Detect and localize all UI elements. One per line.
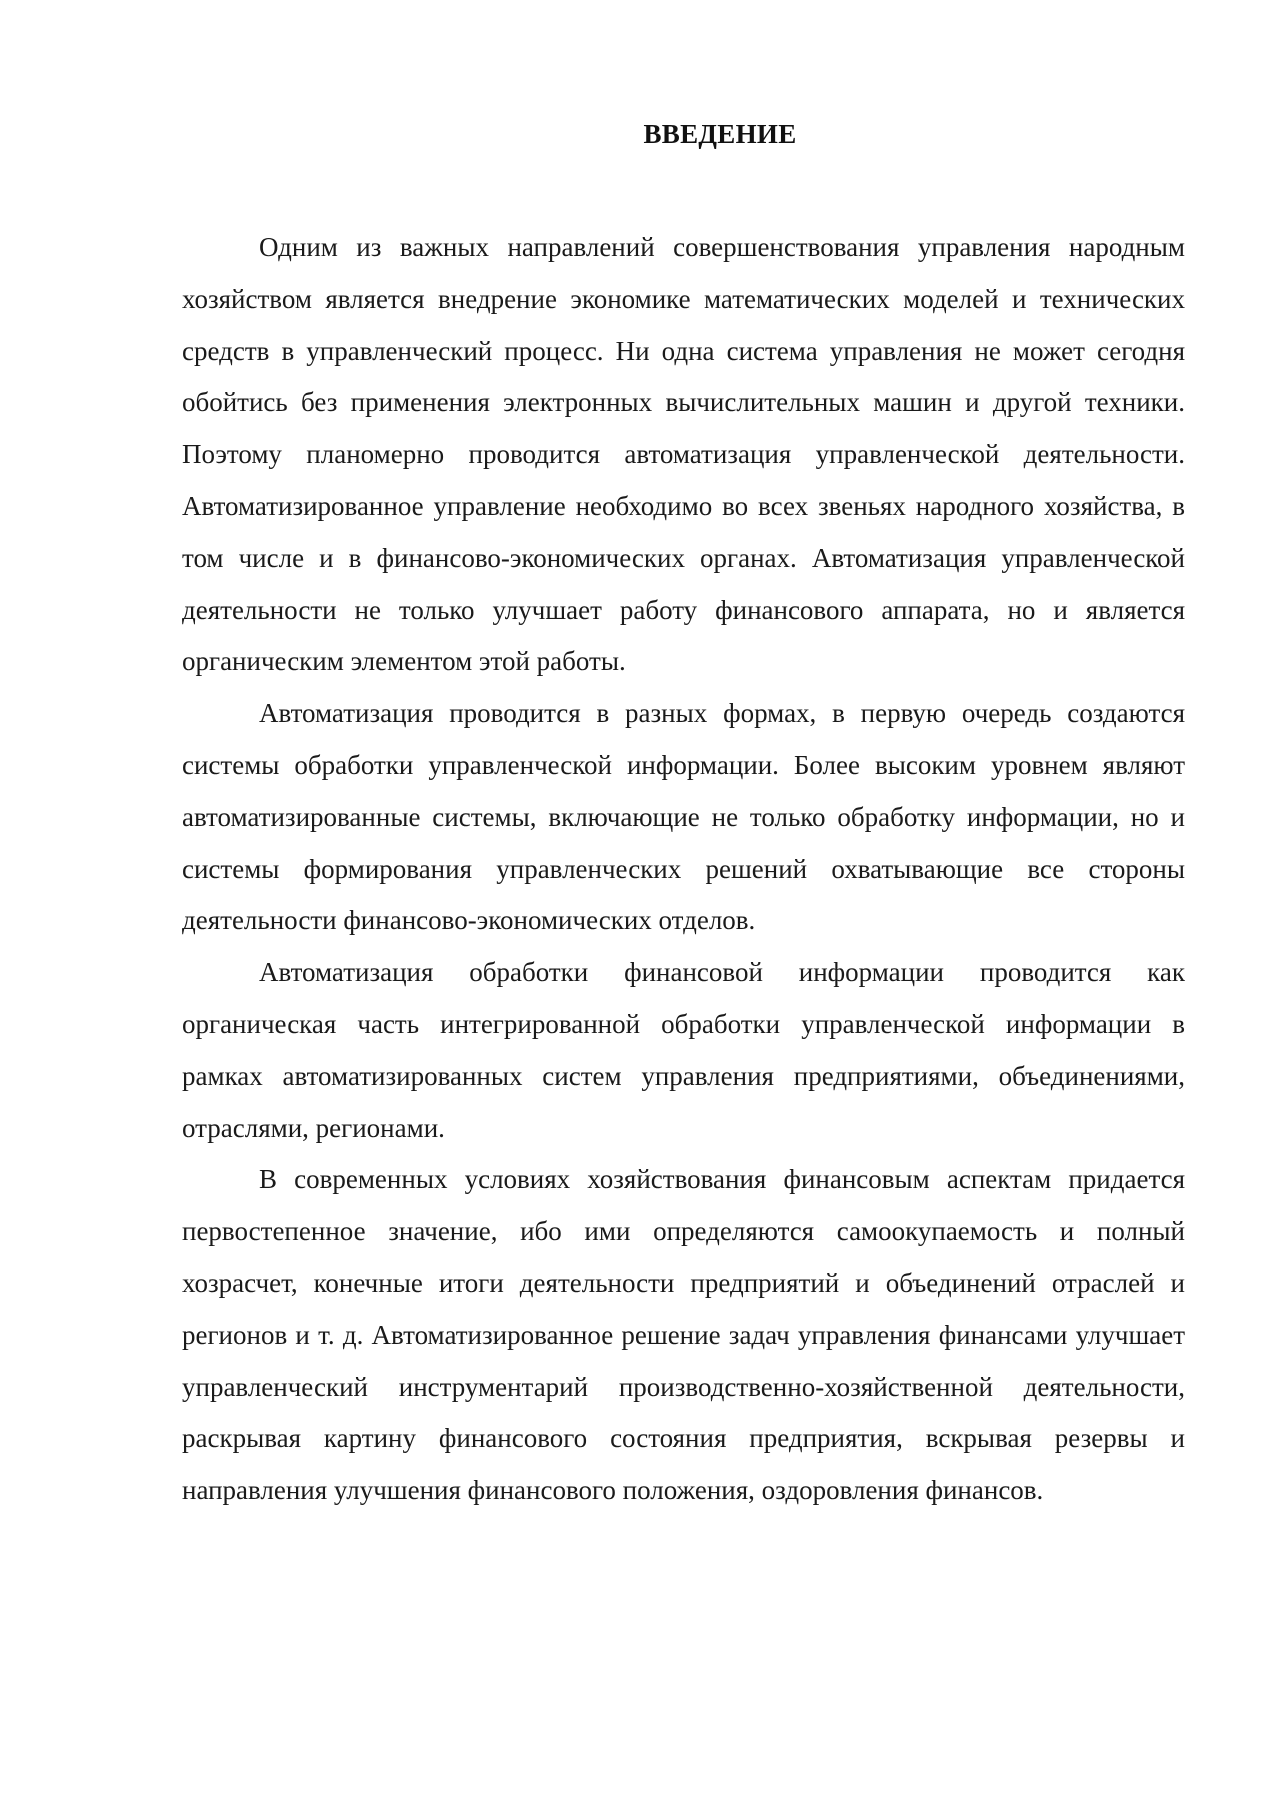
paragraph-4: В современных условиях хозяйствования финансовым аспектам придается первостепенное значение, ибо ими определяются самоокупаемость и полный хозрасчет, конечные итоги деятельности предприятий и объединений отраслей и регионов и т. д. Автоматизированное решение задач управления финансами улучшает управленческий инструментарий производственно-хозяйственной деятельности, раскрывая картину финансового состояния предприятия, вскрывая резервы и направления улучшения финансового положения, оздоровления финансов. <box>182 1164 1185 1506</box>
document-body <box>182 222 1185 1517</box>
page-heading: ВВЕДЕНИЕ <box>643 119 797 149</box>
paragraph-3: Автоматизация обработки финансовой информации проводится как органическая часть интегрированной обработки управленческой информации в рамках автоматизированных систем управления предприятиями, объединениями, отраслями, регионами. <box>182 957 1185 1143</box>
paragraph-1: Одним из важных направлений совершенствования управления народным хозяйством является внедрение экономике математических моделей и технических средств в управленческий процесс. Ни одна система управления не может сегодня обойтись без применения электронных вычислительных машин и другой техники. Поэтому планомерно проводится автоматизация управленческой деятельности. Автоматизированное управление необходимо во всех звеньях народного хозяйства, в том числе и в финансово-экономических органах. Автоматизация управленческой деятельности не только улучшает работу финансового аппарата, но и является органическим элементом этой работы. <box>182 232 1185 677</box>
paragraph-2: Автоматизация проводится в разных формах, в первую очередь создаются системы обработки управленческой информации. Более высоким уровнем являют автоматизированные системы, включающие не только обработку информации, но и системы формирования управленческих решений охватывающие все стороны деятельности финансово-экономических отделов. <box>182 698 1185 936</box>
